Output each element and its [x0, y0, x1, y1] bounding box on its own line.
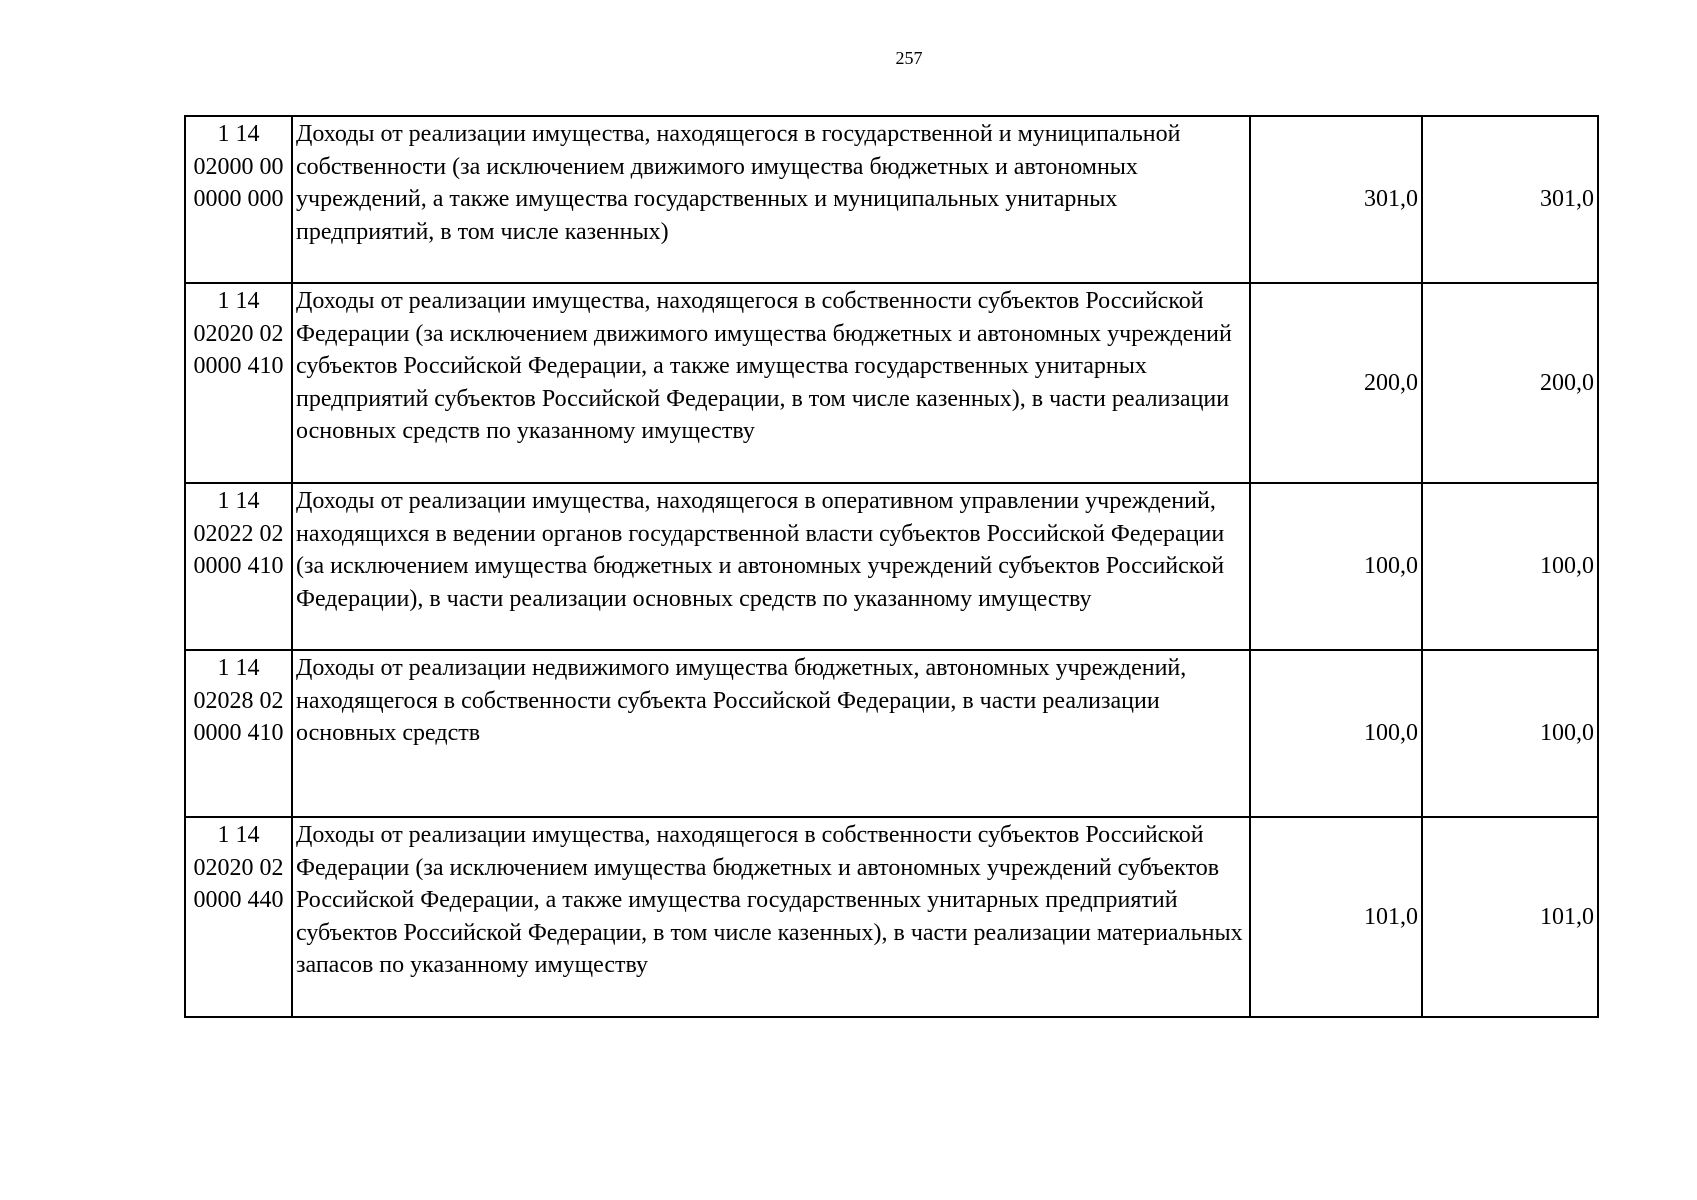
revenue-code-cell [185, 817, 292, 1017]
revenue-code-line: 02020 02 [193, 854, 284, 881]
amount-value-2: 200,0 [1422, 283, 1598, 483]
revenue-code-line: 1 14 [217, 288, 260, 314]
amount-value-1: 301,0 [1250, 116, 1422, 283]
revenue-description: Доходы от реализации недвижимого имущества бюджетных, автономных учреждений, находящегося в собственности субъекта Российской Федерации, в части реализации основных средств [292, 650, 1250, 817]
revenue-description: Доходы от реализации имущества, находящегося в собственности субъектов Российской Федерации (за исключением движимого имущества бюджетных и автономных учреждений субъектов Российской Федерации, а также имущества государственных унитарных предприятий субъектов Российской Федерации, в том числе казенных), в части реализации основных средств по указанному имуществу [292, 283, 1250, 483]
amount-value-2: 301,0 [1422, 116, 1598, 283]
amount-value-2: 100,0 [1422, 650, 1598, 817]
revenue-code-line: 0000 410 [193, 720, 284, 746]
revenue-code-line: 0000 410 [193, 353, 284, 379]
amount-value-1: 100,0 [1250, 650, 1422, 817]
amount-value-1: 100,0 [1250, 483, 1422, 650]
revenue-code-line: 0000 410 [193, 553, 284, 579]
table-row [185, 650, 1598, 817]
revenue-code-line: 0000 440 [193, 887, 284, 913]
revenue-description: Доходы от реализации имущества, находящегося в собственности субъектов Российской Федерации (за исключением имущества бюджетных и автономных учреждений субъектов Российской Федерации, а также имущества государственных унитарных предприятий субъектов Российской Федерации, в том числе казенных), в части реализации материальных запасов по указанному имуществу [292, 817, 1250, 1017]
revenue-description: Доходы от реализации имущества, находящегося в государственной и муниципальной собственности (за исключением движимого имущества бюджетных и автономных учреждений, а также имущества государственных и муниципальных унитарных предприятий, в том числе казенных) [292, 116, 1250, 283]
revenue-code-cell [185, 650, 292, 817]
revenue-code-line: 1 14 [217, 488, 260, 514]
amount-value-1: 101,0 [1250, 817, 1422, 1017]
table-row [185, 817, 1598, 1017]
table-row [185, 116, 1598, 283]
table-row [185, 483, 1598, 650]
budget-revenue-table [184, 115, 1599, 1018]
revenue-code-line: 1 14 [217, 822, 260, 848]
revenue-code-line: 02000 00 [193, 153, 284, 180]
revenue-code-line: 1 14 [217, 121, 260, 147]
table-row [185, 283, 1598, 483]
revenue-code-cell [185, 116, 292, 283]
revenue-code-cell [185, 283, 292, 483]
revenue-code-line: 0000 000 [193, 186, 284, 212]
revenue-code-line: 1 14 [217, 655, 260, 681]
revenue-code-cell [185, 483, 292, 650]
amount-value-2: 100,0 [1422, 483, 1598, 650]
page-number: 257 [895, 48, 923, 68]
revenue-code-line: 02028 02 [193, 687, 284, 714]
amount-value-1: 200,0 [1250, 283, 1422, 483]
revenue-description: Доходы от реализации имущества, находящегося в оперативном управлении учреждений, находящихся в ведении органов государственной власти субъектов Российской Федерации (за исключением имущества бюджетных и автономных учреждений субъектов Российской Федерации), в части реализации основных средств по указанному имуществу [292, 483, 1250, 650]
revenue-code-line: 02020 02 [193, 320, 284, 347]
revenue-code-line: 02022 02 [193, 520, 284, 547]
amount-value-2: 101,0 [1422, 817, 1598, 1017]
